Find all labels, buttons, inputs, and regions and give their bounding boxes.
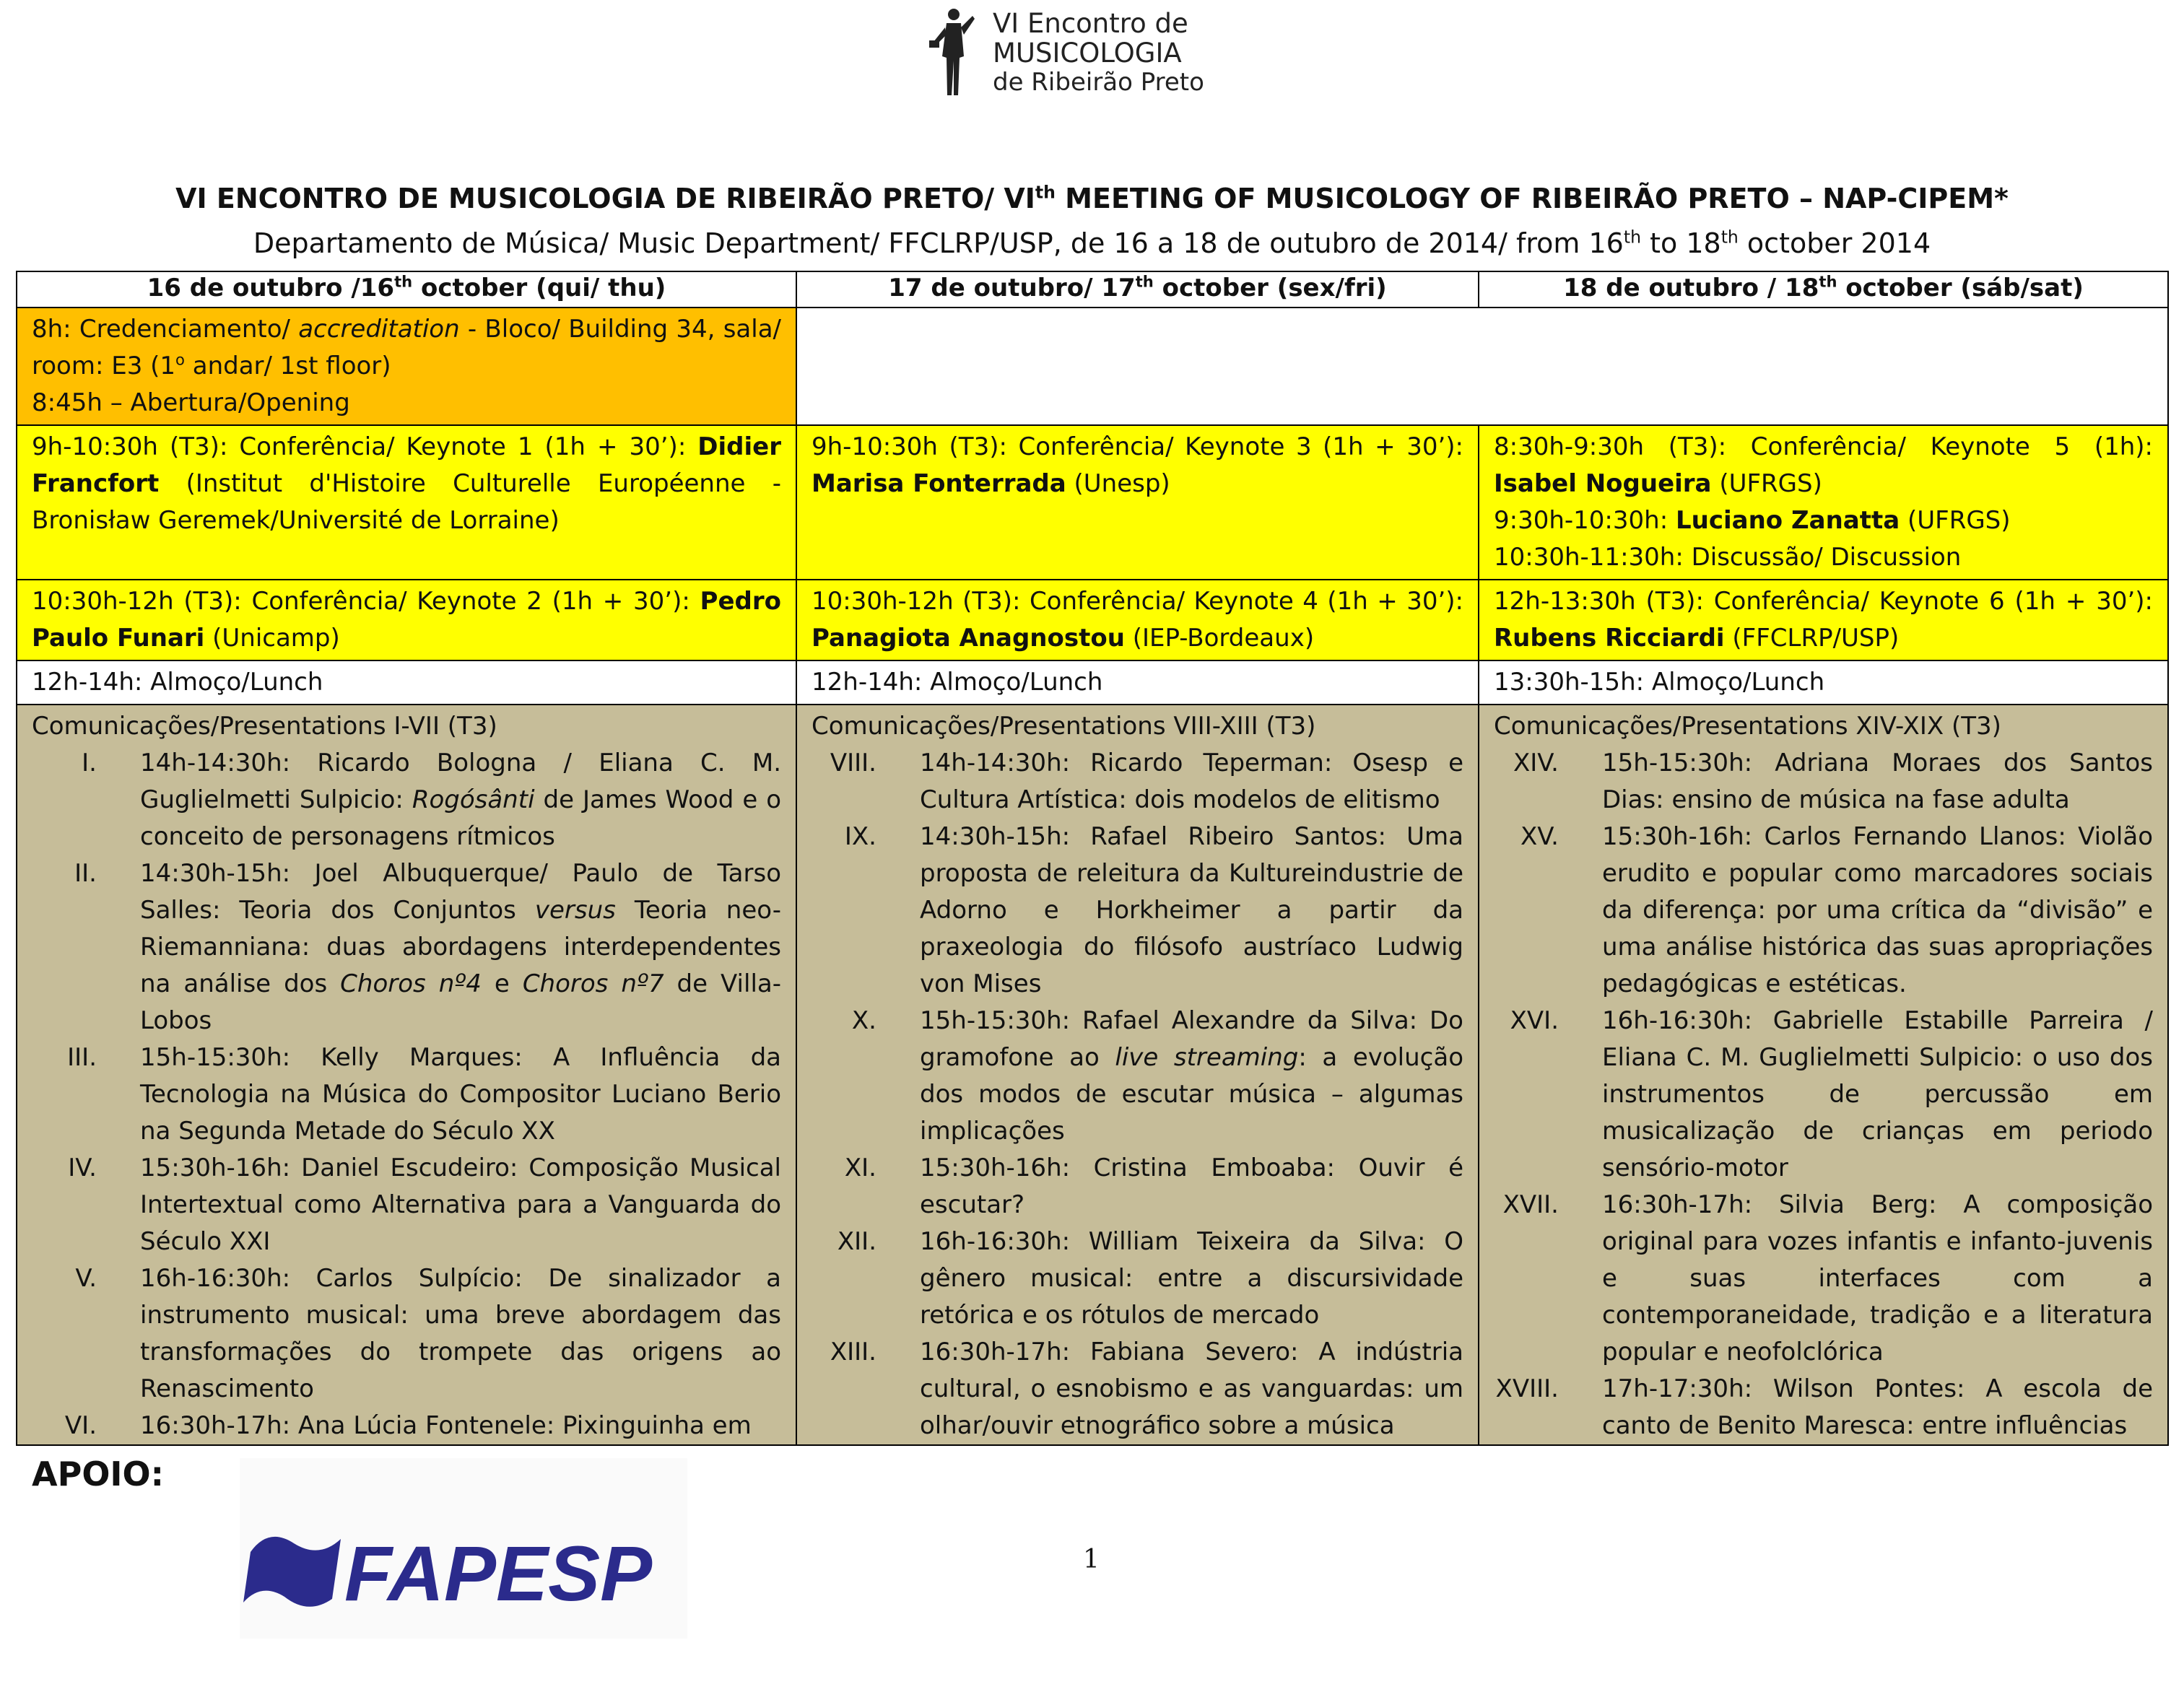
item-number: VI. [64,1411,97,1440]
lunch-day1: 12h-14h: Almoço/Lunch [17,660,796,705]
item-text: 15h-15:30h: Adriana Moraes dos Santos Dias: ensino de música na fase adulta [1602,749,2153,814]
item-number: XVII. [1502,1190,1559,1219]
list-item [812,1003,1463,1150]
item-number: XVI. [1510,1006,1559,1035]
presentations-day2 [796,705,1479,1445]
presentations-day1 [17,705,796,1445]
item-text: 14h-14:30h: Ricardo Teperman: Osesp e Cultura Artística: dois modelos de elitismo [920,749,1463,814]
list-item [1494,819,2153,1003]
opening-cell: 8h: Credenciamento/ accreditation - Bloco/ Building 34, sala/ room: E3 (1$^o$ andar/ 1st floor) 8:45h – Abertura/Opening [17,308,796,425]
logo-line-2: MUSICOLOGIA [993,38,1182,69]
keynote-row-1 [17,425,2168,580]
item-text: 16:30h-17h: Silvia Berg: A composição original para vozes infantis e infanto-juvenis e suas interfaces com a contemporaneidade, tradição e a literatura popular e neofolclórica [1602,1190,2153,1366]
keynote-1-cell: 9h-10:30h (T3): Conferência/ Keynote 1 (1h + 30’): Didier Francfort (Institut d'Histoire Culturelle Européenne - Bronisław Geremek/Université de Lorraine) [17,425,796,580]
presentations-heading: Comunicações/Presentations XIV-XIX (T3) [1494,712,2001,741]
item-number: X. [851,1006,876,1035]
lunch-day2: 12h-14h: Almoço/Lunch [796,660,1479,705]
item-text: 14:30h-15h: Joel Albuquerque/ Paulo de Tarso Salles: Teoria dos Conjuntos versus Teoria neo-Riemanniana: duas abordagens interdependentes na análise dos Choros nº4 e Choros nº7 de Villa-Lobos [140,859,781,1035]
presentations-day3 [1479,705,2168,1445]
item-text: 14:30h-15h: Rafael Ribeiro Santos: Uma proposta de releitura da Kultureindustrie de Adorno e Horkheimer a partir da praxeologia do filósofo austríaco Ludwig von Mises [920,822,1463,998]
item-number: XI. [844,1154,876,1182]
opening-empty-cell [796,308,2168,425]
item-number: XIII. [830,1338,876,1366]
item-text: 15h-15:30h: Kelly Marques: A Influência da Tecnologia na Música do Compositor Luciano Berio na Segunda Metade do Século XX [140,1043,781,1146]
item-number: VIII. [830,749,876,777]
list-item [32,1408,781,1444]
keynote-5-cell: 8:30h-9:30h (T3): Conferência/ Keynote 5 (1h): Isabel Nogueira (UFRGS) 9:30h-10:30h: Luciano Zanatta (UFRGS) 10:30h-11:30h: Discussão/ Discussion [1479,425,2168,580]
presentations-heading: Comunicações/Presentations I-VII (T3) [32,712,497,741]
item-number: XII. [837,1227,876,1256]
column-header-day2: 17 de outubro/ 17th october (sex/fri) [796,271,1479,308]
opening-row [17,308,2168,425]
support-label: APOIO: [32,1455,165,1493]
column-header-day1: 16 de outubro /16th october (qui/ thu) [17,271,796,308]
item-number: XV. [1520,822,1559,851]
list-item [812,819,1463,1003]
item-number: II. [74,859,97,888]
event-logo [928,6,1209,98]
keynote-row-2 [17,580,2168,660]
item-number: IV. [68,1154,97,1182]
item-text: 14h-14:30h: Ricardo Bologna / Eliana C. M. Guglielmetti Sulpicio: Rogósânti de James Wood e o conceito de personagens rítmicos [140,749,782,851]
list-item [812,1334,1463,1444]
list-item [32,745,781,855]
item-number: I. [82,749,97,777]
presentations-heading: Comunicações/Presentations VIII-XIII (T3) [812,712,1316,741]
keynote-6-cell: 12h-13:30h (T3): Conferência/ Keynote 6 (1h + 30’): Rubens Ricciardi (FFCLRP/USP) [1479,580,2168,660]
list-item [812,1150,1463,1224]
list-item [1494,1187,2153,1371]
document-subtitle: Departamento de Música/ Music Department/ FFCLRP/USP, de 16 a 18 de outubro de 2014/ from 16th to 18th october 2014 [253,227,1931,259]
table-header-row [17,271,2168,308]
item-text: 16h-16:30h: William Teixeira da Silva: O gênero musical: entre a discursividade retórica e os rótulos de mercado [920,1227,1463,1330]
list-item [1494,1371,2153,1444]
lunch-row [17,660,2168,705]
list-item [812,1224,1463,1334]
item-text: 15h-15:30h: Rafael Alexandre da Silva: Do gramofone ao live streaming: a evolução dos modos de escutar música – algumas implicações [920,1006,1464,1146]
list-item [1494,1003,2153,1187]
item-text: 17h-17:30h: Wilson Pontes: A escola de canto de Benito Maresca: entre influências [1602,1374,2153,1440]
conductor-figure-icon [928,6,978,98]
keynote-4-cell: 10:30h-12h (T3): Conferência/ Keynote 4 (1h + 30’): Panagiota Anagnostou (IEP-Bordeaux) [796,580,1479,660]
list-item [32,1260,781,1408]
keynote-2-cell: 10:30h-12h (T3): Conferência/ Keynote 2 (1h + 30’): Pedro Paulo Funari (Unicamp) [17,580,796,660]
logo-line-1: VI Encontro de [993,8,1188,39]
document-title: VI ENCONTRO DE MUSICOLOGIA DE RIBEIRÃO PRETO/ VIth MEETING OF MUSICOLOGY OF RIBEIRÃO PRETO – NAP-CIPEM* [175,182,2009,214]
item-text: 15:30h-16h: Cristina Emboaba: Ouvir é escutar? [920,1154,1463,1219]
item-text: 15:30h-16h: Carlos Fernando Llanos: Violão erudito e popular como marcadores sociais da diferença: por uma crítica da “divisão” e uma análise histórica das suas apropriações pedagógicas e estéticas. [1602,822,2153,998]
presentations-row [17,705,2168,1445]
list-item [1494,745,2153,819]
sponsor-name: FAPESP [344,1530,653,1617]
list-item [32,1150,781,1260]
item-number: XIV. [1513,749,1559,777]
item-text: 16:30h-17h: Ana Lúcia Fontenele: Pixinguinha em [140,1411,752,1440]
fapesp-logo [240,1458,687,1639]
keynote-3-cell: 9h-10:30h (T3): Conferência/ Keynote 3 (1h + 30’): Marisa Fonterrada (Unesp) [796,425,1479,580]
item-text: 15:30h-16h: Daniel Escudeiro: Composição Musical Intertextual como Alternativa para a Vanguarda do Século XXI [140,1154,781,1256]
logo-line-3: de Ribeirão Preto [993,68,1204,97]
list-item [812,745,1463,819]
item-text: 16h-16:30h: Carlos Sulpício: De sinalizador a instrumento musical: uma breve abordagem das transformações do trompete das origens ao Renascimento [140,1264,781,1403]
flag-icon [243,1537,341,1607]
page-number: 1 [1083,1545,1100,1574]
column-header-day3: 18 de outubro / 18th october (sáb/sat) [1479,271,2168,308]
lunch-day3: 13:30h-15h: Almoço/Lunch [1479,660,2168,705]
schedule-table [16,271,2169,1446]
item-text: 16:30h-17h: Fabiana Severo: A indústria cultural, o esnobismo e as vanguardas: um olhar/ouvir etnográfico sobre a música [920,1338,1463,1440]
item-number: III. [67,1043,97,1072]
item-number: IX. [844,822,876,851]
list-item [32,1039,781,1150]
item-number: V. [75,1264,97,1293]
item-number: XVIII. [1495,1374,1559,1403]
list-item [32,855,781,1039]
item-text: 16h-16:30h: Gabrielle Estabille Parreira / Eliana C. M. Guglielmetti Sulpicio: o uso dos instrumentos de percussão em musicalização de crianças em periodo sensório-motor [1602,1006,2153,1182]
